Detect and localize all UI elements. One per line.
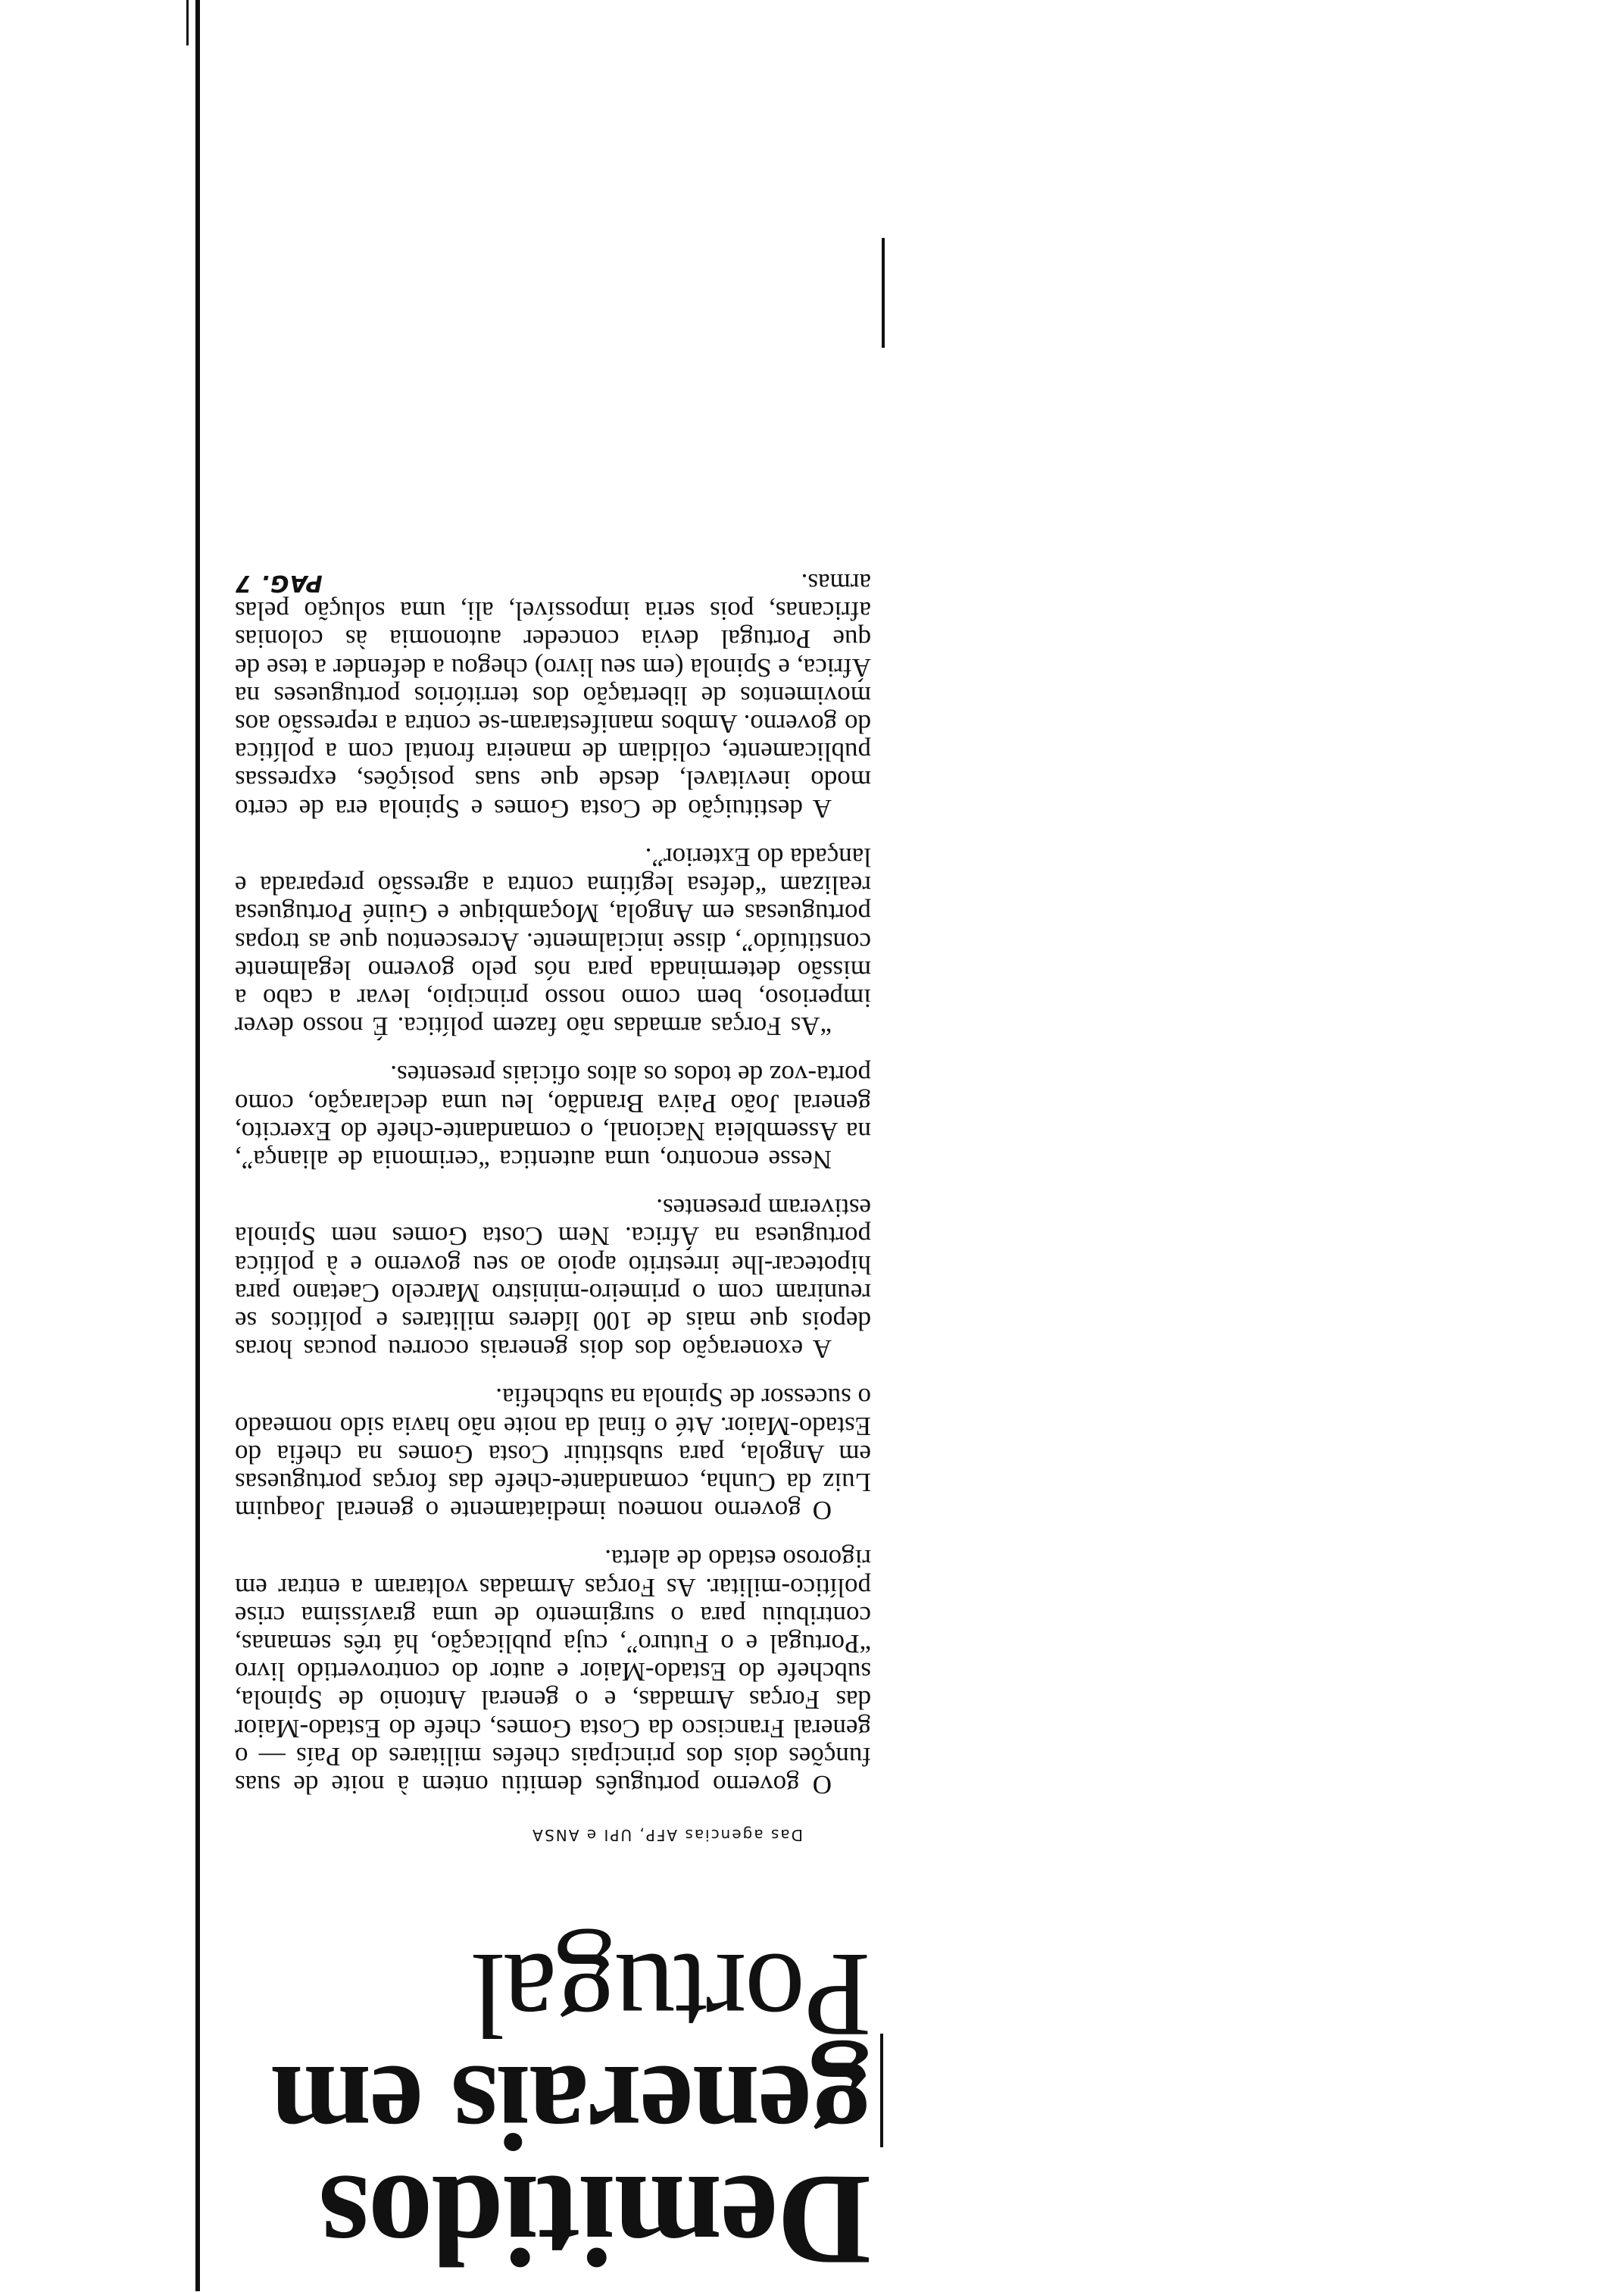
clipping-margin-rule-thin <box>186 0 189 45</box>
clipping-margin-rule <box>195 0 200 2291</box>
newspaper-article <box>220 0 886 2291</box>
page-reference: PAG. 7 <box>235 570 323 597</box>
byline: Das agencias AFP, UPI e ANSA <box>531 1826 803 1844</box>
paragraph-margin-mark <box>882 238 885 348</box>
paragraph-5: “As Forças armadas não fazem política. É nosso dever imperioso, bem como nosso principio, levar a cabo a missão determinada para nós pelo governo legalmente constituído”, disse inicialmente. Acrescentou que as tropas portuguesas em Angola, Moçambique e Guiné Portuguesa realizam “defesa legítima contra a agressão preparada e lançada do Exterior”. <box>235 842 871 1042</box>
paragraph-3: A exoneração dos dois generais ocorreu poucas horas depois que mais de 100 líderes militares e políticos se reuniram com o primeiro-ministro Marcelo Caetano para hipotecar-lhe irrestrito apoio ao seu governo e à política portuguesa na África. Nem Costa Gomes nem Spinola estiveram presentes. <box>235 1193 871 1365</box>
headline-side-rule <box>880 2034 883 2147</box>
headline-line-2: generais em <box>271 2040 871 2175</box>
headline <box>220 1928 871 2292</box>
paragraph-1: O governo português demitiu ontem à noite de suas funções dois dos principais chefes militares do País — o general Francisco da Costa Gomes, chefe do Estado-Maior das Forças Armadas, e o general Antonio de Spinola, subchefe do Estado-Maior e autor do controvertido livro “Portugal e o Futuro”, cuja publicação, há três semanas, contribuiu para o surgimento de uma gravíssima crise político-militar. As Forças Armadas voltaram a entrar em rigoroso estado de alerta. <box>235 1544 871 1800</box>
headline-line-1: Demitidos <box>320 2148 871 2292</box>
paragraph-6 <box>235 569 871 823</box>
article-body <box>235 569 871 1799</box>
paragraph-6-text: A destituição de Costa Gomes e Spinola era de certo modo inevitavel, desde que suas posições, expressas publicamente, colidiam de maneira frontal com a política do governo. Ambos manifestaram-se contra a repressão aos movimentos de libertação dos territórios portugueses na África, e Spinola (em seu livro) chegou a defender a tese de que Portugal devia conceder autonomia às colonias africanas, pois seria impossível, ali, uma solução pelas armas. <box>235 568 871 824</box>
paragraph-2: O governo nomeou imediatamente o general Joaquim Luiz da Cunha, comandante-chefe das forças portuguesas em Angola, para substituir Costa Gomes na chefia do Estado-Maior. Até o final da noite não havia sido nomeado o sucessor de Spinola na subchefia. <box>235 1383 871 1526</box>
headline-line-3: Portugal <box>472 1928 871 2063</box>
paragraph-4: Nesse encontro, uma autentica “cerimonia de aliança”, na Assembleia Nacional, o comandante-chefe do Exercito, general João Paiva Brandão, leu uma declaração, como porta-voz de todos os altos oficiais presentes. <box>235 1060 871 1174</box>
